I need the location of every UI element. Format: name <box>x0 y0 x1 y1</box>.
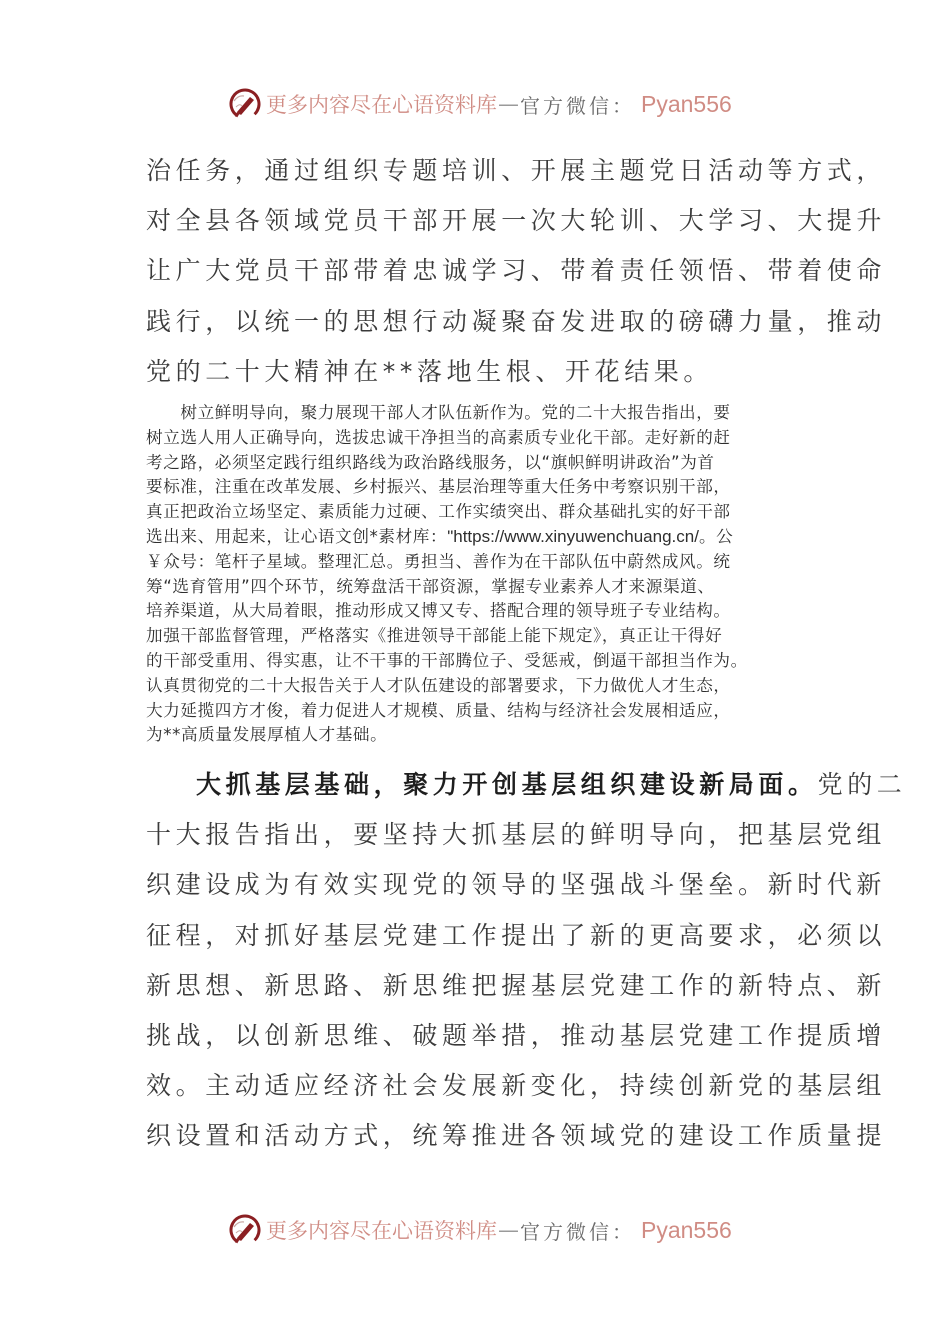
wechat-label: 官方微信： <box>520 1219 635 1244</box>
text-line: 培养渠道，从大局着眼，推动形成又博又专、搭配合理的领导班子专业结构。 <box>146 601 731 621</box>
quill-pen-logo-icon <box>228 87 262 121</box>
text-line: 认真贯彻党的二十大报告关于人才队伍建设的部署要求，下力做优人才生态， <box>146 675 731 695</box>
text-line: 对全县各领域党员干部开展一次大轮训、大学习、大提升 <box>146 206 887 236</box>
text-line: ￥众号：笔杆子星域。整理汇总。勇担当、善作为在干部队伍中蔚然成风。统 <box>146 551 731 571</box>
separator-dash: — <box>498 92 519 116</box>
text-line: 十大报告指出，要坚持大抓基层的鲜明导向，把基层党组 <box>146 820 887 850</box>
text-line: 大力延揽四方才俊，着力促进人才规模、质量、结构与经济社会发展相适应， <box>146 700 731 720</box>
text-segment: 党的二 <box>817 770 907 799</box>
text-line: 树立鲜明导向，聚力展现干部人才队伍新作为。党的二十大报告指出，要 <box>146 403 731 422</box>
quill-pen-logo-icon <box>228 1213 262 1247</box>
brand-text: 更多内容尽在心语资料库 <box>266 1219 497 1243</box>
text-line: 新思想、新思路、新思维把握基层党建工作的新特点、新 <box>146 970 887 1000</box>
text-line: 加强干部监督管理，严格落实《推进领导干部能上能下规定》，真正让干得好 <box>146 626 723 646</box>
wechat-id: Pyan556 <box>641 90 732 117</box>
brand-text: 更多内容尽在心语资料库 <box>266 93 497 117</box>
text-line: 真正把政治立场坚定、素质能力过硬、工作实绩突出、群众基础扎实的好干部 <box>146 502 731 522</box>
header-watermark-banner <box>228 84 732 124</box>
text-line: 要标准，注重在改革发展、乡村振兴、基层治理等重大任务中考察识别干部， <box>146 477 731 497</box>
wechat-label: 官方微信： <box>520 93 635 118</box>
footer-watermark-banner <box>228 1210 732 1250</box>
paragraph-cadre-talent <box>146 401 810 748</box>
separator-dash: — <box>498 1218 519 1242</box>
text-line: 织设置和活动方式，统筹推进各领域党的建设工作质量提 <box>146 1121 887 1151</box>
source-url-text: "https://www.xinyuwenchuang.cn/ <box>447 526 699 546</box>
text-line: 效。主动适应经济社会发展新变化，持续创新党的基层组 <box>146 1071 887 1101</box>
text-line: 筹“选育管用”四个环节，统筹盘活干部资源，掌握专业素养人才来源渠道、 <box>146 576 715 596</box>
text-line: 树立选人用人正确导向，选拔忠诚干净担当的高素质专业化干部。走好新的赶 <box>146 427 731 447</box>
text-line: 党的二十大精神在**落地生根、开花结果。 <box>146 356 714 386</box>
text-segment: 。公 <box>698 526 734 546</box>
text-line: 治任务，通过组织专题培训、开展主题党日活动等方式， <box>146 156 887 185</box>
text-line: 织建设成为有效实现党的领导的坚强战斗堡垒。新时代新 <box>146 870 887 900</box>
paragraph-continuation <box>146 146 887 397</box>
text-line: 践行，以统一的思想行动凝聚奋发进取的磅礴力量，推动 <box>146 306 887 336</box>
wechat-id: Pyan556 <box>641 1216 732 1243</box>
text-line: 征程，对抓好基层党建工作提出了新的更高要求，必须以 <box>146 920 887 950</box>
text-line-with-url <box>146 525 810 550</box>
text-line: 考之路，必须坚定践行组织路线为政治路线服务，以“旗帜鲜明讲政治”为首 <box>146 452 715 472</box>
paragraph-heading: 大抓基层基础，聚力开创基层组织建设新局面。 <box>196 770 818 799</box>
paragraph-grassroots <box>146 760 907 1162</box>
text-line: 为**高质量发展厚植人才基础。 <box>146 725 388 745</box>
text-line: 挑战，以创新思维、破题举措，推动基层党建工作提质增 <box>146 1020 887 1050</box>
text-segment: 选出来、用起来，让心语文创*素材库： <box>146 526 448 546</box>
text-line-heading <box>146 760 907 810</box>
text-line: 让广大党员干部带着忠诚学习、带着责任领悟、带着使命 <box>146 256 887 286</box>
text-line: 的干部受重用、得实惠，让不干事的干部腾位子、受惩戒，倒逼干部担当作为。 <box>146 650 748 670</box>
